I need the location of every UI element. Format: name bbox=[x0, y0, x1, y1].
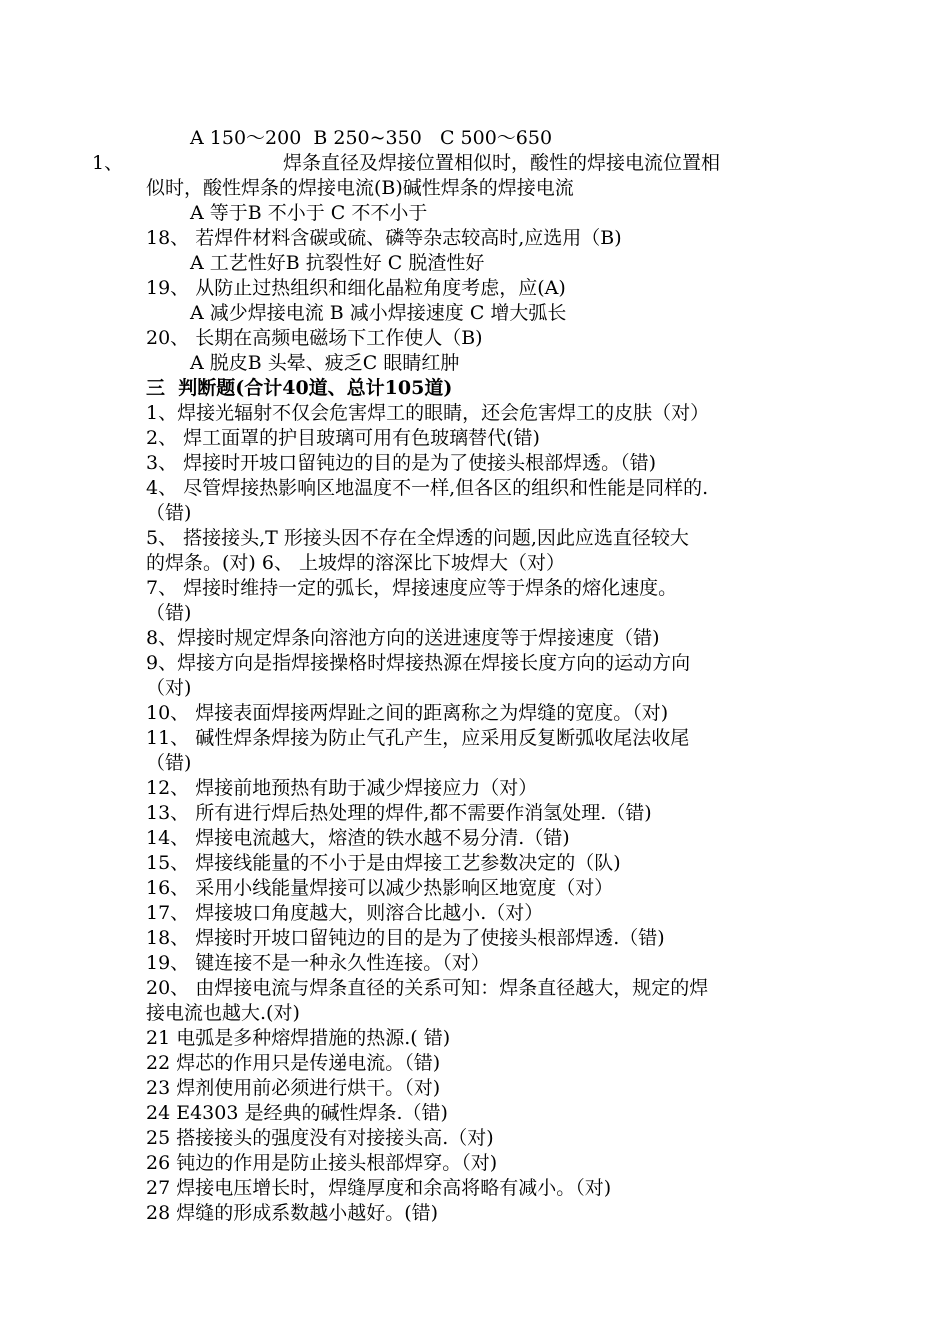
judgement-item: 12、 焊接前地预热有助于减少焊接应力（对） bbox=[146, 777, 538, 799]
judgement-item: 26 钝边的作用是防止接头根部焊穿。（对) bbox=[146, 1152, 498, 1174]
judgement-item: 20、 由焊接电流与焊条直径的关系可知：焊条直径越大，规定的焊 bbox=[146, 977, 709, 999]
question-text: 似时，酸性焊条的焊接电流(B)碱性焊条的焊接电流 bbox=[146, 177, 574, 199]
judgement-item: 10、 焊接表面焊接两焊趾之间的距离称之为焊缝的宽度。（对) bbox=[146, 702, 669, 724]
option-line: A 等于B 不小于 C 不不小于 bbox=[190, 202, 428, 224]
question-text: 19、 从防止过热组织和细化晶粒角度考虑，应(A) bbox=[146, 277, 566, 299]
judgement-item: 7、 焊接时维持一定的弧长，焊接速度应等于焊条的熔化速度。 bbox=[146, 577, 678, 599]
question-text: 18、 若焊件材料含碳或硫、磷等杂志较高时,应选用（B) bbox=[146, 227, 622, 249]
judgement-item: 13、 所有进行焊后热处理的焊件,都不需要作消氢处理.（错) bbox=[146, 802, 652, 824]
judgement-item: （错) bbox=[146, 602, 192, 624]
judgement-item: （错) bbox=[146, 752, 192, 774]
judgement-item: 4、 尽管焊接热影响区地温度不一样,但各区的组织和性能是同样的. bbox=[146, 477, 709, 499]
option-line: A 减少焊接电流 B 减小焊接速度 C 增大弧长 bbox=[190, 302, 567, 324]
option-line: A 工艺性好B 抗裂性好 C 脱渣性好 bbox=[190, 252, 485, 274]
judgement-item: 19、 键连接不是一种永久性连接。（对） bbox=[146, 952, 490, 974]
question-text: 焊条直径及焊接位置相似时，酸性的焊接电流位置相 bbox=[283, 152, 721, 174]
judgement-item: 1、焊接光辐射不仅会危害焊工的眼睛，还会危害焊工的皮肤（对） bbox=[146, 402, 710, 424]
judgement-item: 22 焊芯的作用只是传递电流。（错) bbox=[146, 1052, 441, 1074]
judgement-item: 18、 焊接时开坡口留钝边的目的是为了使接头根部焊透.（错) bbox=[146, 927, 665, 949]
judgement-item: （对) bbox=[146, 677, 192, 699]
judgement-item: 8、焊接时规定焊条向溶池方向的送进速度等于焊接速度（错) bbox=[146, 627, 660, 649]
option-line: A 150～200 B 250~350 C 500～650 bbox=[190, 127, 553, 149]
question-number: 1、 bbox=[92, 152, 124, 174]
judgement-item: 27 焊接电压增长时，焊缝厚度和余高将略有减小。（对) bbox=[146, 1177, 612, 1199]
judgement-item: 17、 焊接坡口角度越大，则溶合比越小.（对） bbox=[146, 902, 544, 924]
judgement-item: （错) bbox=[146, 502, 192, 524]
judgement-item: 23 焊剂使用前必须进行烘干。（对) bbox=[146, 1077, 441, 1099]
judgement-item: 16、 采用小线能量焊接可以减少热影响区地宽度（对） bbox=[146, 877, 614, 899]
judgement-item: 接电流也越大.(对) bbox=[146, 1002, 300, 1024]
judgement-item: 2、 焊工面罩的护目玻璃可用有色玻璃替代(错) bbox=[146, 427, 540, 449]
judgement-item: 3、 焊接时开坡口留钝边的目的是为了使接头根部焊透。（错) bbox=[146, 452, 657, 474]
judgement-item: 的焊条。(对) 6、 上坡焊的溶深比下坡焊大（对） bbox=[146, 552, 565, 574]
question-text: 20、 长期在高频电磁场下工作使人（B) bbox=[146, 327, 483, 349]
judgement-item: 5、 搭接接头,T 形接头因不存在全焊透的问题,因此应选直径较大 bbox=[146, 527, 689, 549]
judgement-item: 11、 碱性焊条焊接为防止气孔产生，应采用反复断弧收尾法收尾 bbox=[146, 727, 690, 749]
option-line: A 脱皮B 头晕、疲乏C 眼睛红肿 bbox=[190, 352, 460, 374]
judgement-item: 15、 焊接线能量的不小于是由焊接工艺参数决定的（队) bbox=[146, 852, 621, 874]
judgement-item: 25 搭接接头的强度没有对接接头高.（对) bbox=[146, 1127, 494, 1149]
judgement-item: 9、焊接方向是指焊接操格时焊接热源在焊接长度方向的运动方向 bbox=[146, 652, 691, 674]
judgement-item: 14、 焊接电流越大，熔渣的铁水越不易分清.（错) bbox=[146, 827, 570, 849]
judgement-item: 21 电弧是多种熔焊措施的热源.( 错) bbox=[146, 1027, 451, 1049]
section-heading: 三 判断题(合计40道、总计105道) bbox=[146, 377, 453, 399]
judgement-item: 24 E4303 是经典的碱性焊条.（错) bbox=[146, 1102, 448, 1124]
judgement-item: 28 焊缝的形成系数越小越好。(错) bbox=[146, 1202, 439, 1224]
